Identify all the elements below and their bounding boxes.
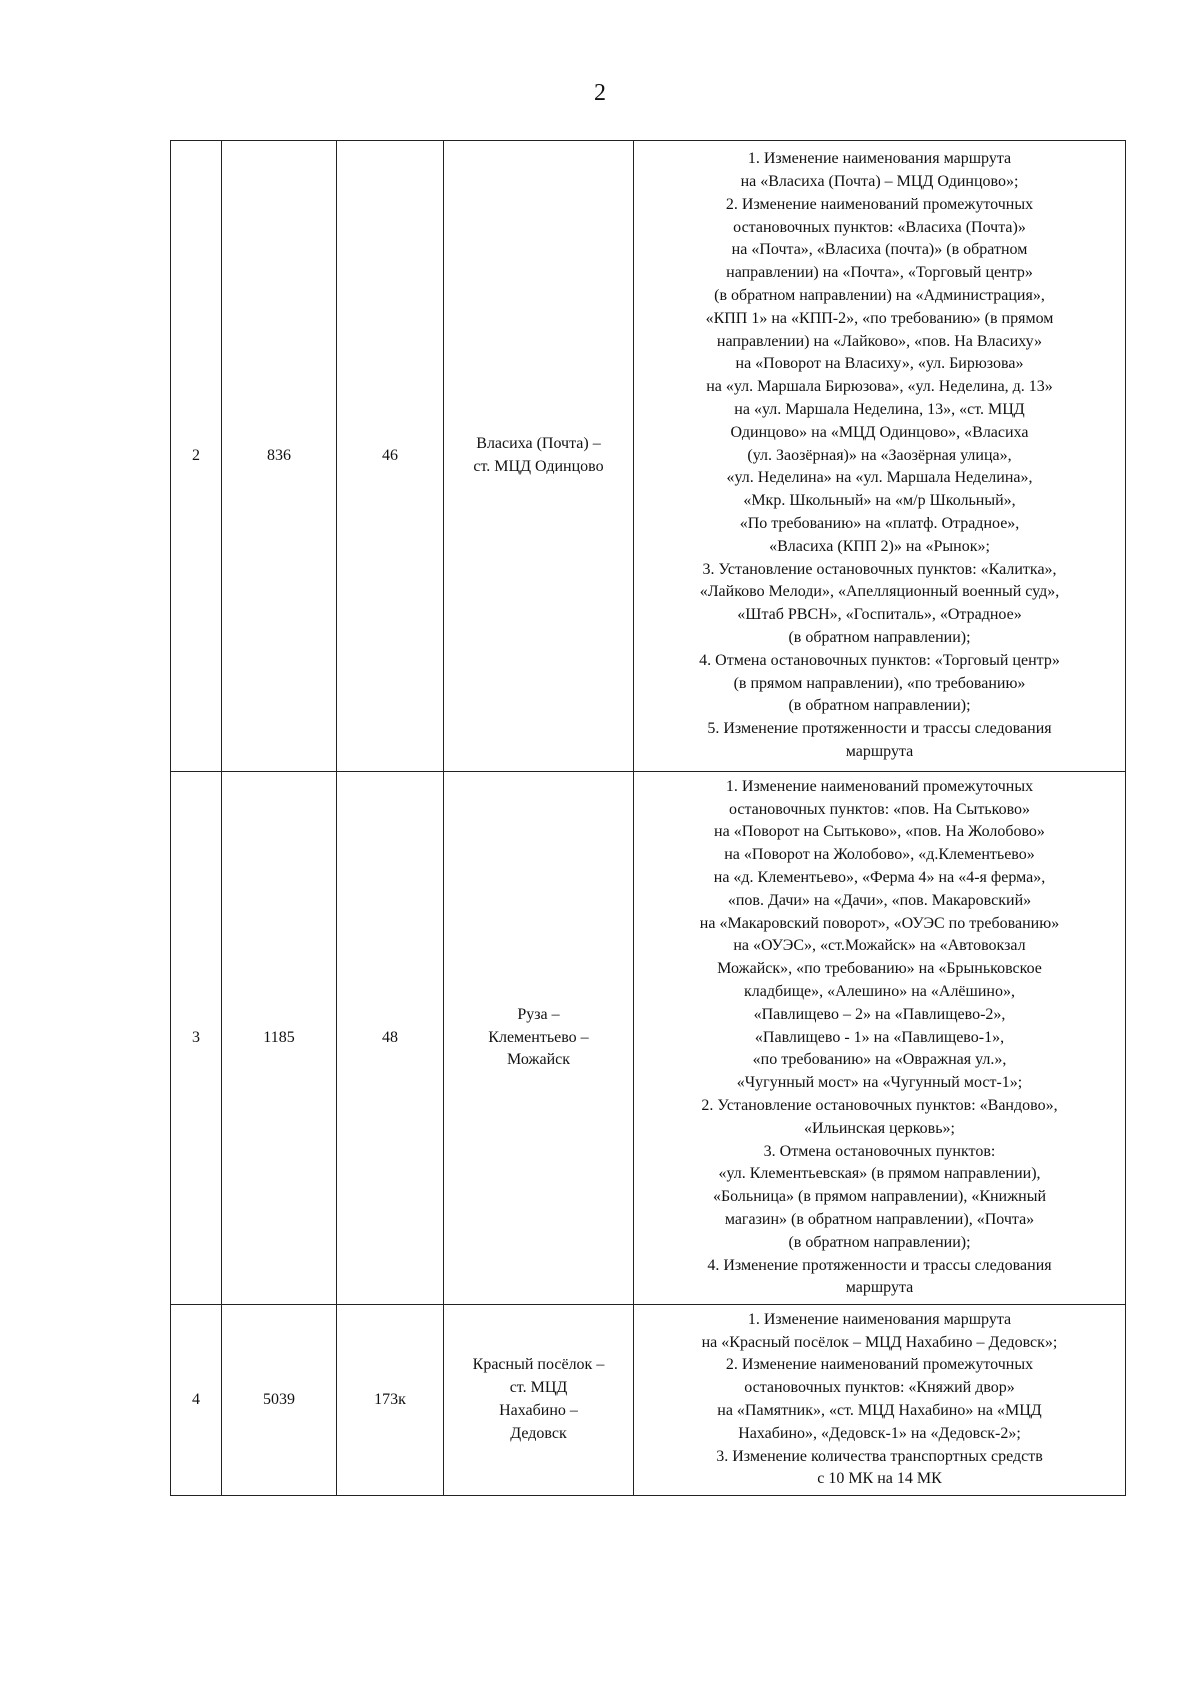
changes-line: Нахабино», «Дедовск-1» на «Дедовск-2»; — [738, 1424, 1021, 1442]
changes-line: Одинцово» на «МЦД Одинцово», «Власиха — [730, 423, 1029, 441]
changes-line: «Больница» (в прямом направлении), «Книжный — [712, 1188, 1047, 1206]
changes-line: 4. Изменение протяженности и трассы следования — [707, 1256, 1052, 1274]
changes-line: «КПП 1» на «КПП-2», «по требованию» (в прямом — [705, 309, 1054, 327]
route-number-cell: 48 — [337, 772, 444, 1305]
registration-number-cell: 1185 — [222, 772, 337, 1305]
routes-table-body — [171, 141, 1126, 1496]
changes-line: на «ОУЭС», «ст.Можайск» на «Автовокзал — [733, 937, 1026, 955]
changes-line: «Павлищево – 2» на «Павлищево-2», — [753, 1005, 1006, 1023]
changes-line: «Власиха (КПП 2)» на «Рынок»; — [769, 537, 990, 555]
route-name-line: Красный посёлок – — [472, 1356, 605, 1374]
route-name-line: ст. МЦД — [509, 1379, 568, 1397]
registration-number-cell: 836 — [222, 141, 337, 772]
route-name-cell — [444, 1305, 634, 1496]
changes-line: 2. Изменение наименований промежуточных — [725, 195, 1034, 213]
changes-line: (в обратном направлении); — [788, 628, 971, 646]
route-name-line: Нахабино – — [499, 1402, 578, 1419]
route-number-cell: 46 — [337, 141, 444, 772]
route-number-cell: 173к — [337, 1305, 444, 1496]
changes-line: «пов. Дачи» на «Дачи», «пов. Макаровский» — [727, 891, 1032, 909]
changes-line: на «Красный посёлок – МЦД Нахабино – Дедовск»; — [701, 1333, 1058, 1351]
changes-line: (ул. Заозёрная)» на «Заозёрная улица», — [747, 446, 1012, 464]
changes-line: на «д. Клементьево», «Ферма 4» на «4-я ферма», — [713, 869, 1046, 887]
route-name-line: Власиха (Почта) – — [476, 435, 601, 453]
changes-line: 2. Установление остановочных пунктов: «Вандово», — [701, 1096, 1058, 1114]
changes-line: «ул. Неделина» на «ул. Маршала Неделина», — [726, 469, 1033, 487]
changes-line: на «ул. Маршала Неделина, 13», «ст. МЦД — [734, 401, 1025, 418]
route-name-cell — [444, 772, 634, 1305]
route-name-line: Можайск — [506, 1051, 571, 1069]
changes-line: на «Макаровский поворот», «ОУЭС по требованию» — [699, 914, 1060, 932]
changes-line: остановочных пунктов: «Власиха (Почта)» — [733, 218, 1026, 236]
changes-cell — [634, 141, 1126, 772]
route-name-line: Руза – — [517, 1005, 560, 1023]
route-name-line: Клементьево – — [488, 1028, 589, 1046]
changes-line: (в обратном направлении) на «Администрация», — [714, 287, 1045, 305]
changes-line: на «Поворот на Сытьково», «пов. На Жолобово» — [714, 823, 1045, 841]
changes-cell — [634, 772, 1126, 1305]
changes-line: 3. Отмена остановочных пунктов: — [763, 1142, 996, 1160]
changes-line: «По требованию» на «платф. Отрадное», — [739, 514, 1020, 532]
changes-line: 1. Изменение наименований промежуточных — [725, 777, 1034, 795]
changes-line: кладбище», «Алешино» на «Алёшино», — [744, 983, 1015, 1000]
route-name-line: ст. МЦД Одинцово — [473, 458, 604, 475]
changes-line: направлении) на «Почта», «Торговый центр» — [726, 264, 1033, 282]
route-name-line: Дедовск — [510, 1424, 567, 1442]
changes-line: на «ул. Маршала Бирюзова», «ул. Неделина, д. 13» — [706, 378, 1053, 396]
changes-cell — [634, 1305, 1126, 1496]
changes-line: на «Власиха (Почта) – МЦД Одинцово»; — [740, 173, 1019, 191]
changes-line: 5. Изменение протяженности и трассы следования — [707, 720, 1052, 738]
changes-line: магазин» (в обратном направлении), «Почта» — [724, 1210, 1035, 1228]
changes-line: направлении) на «Лайково», «пов. На Власиху» — [716, 332, 1043, 350]
table-row — [171, 1305, 1126, 1496]
changes-line: «ул. Клементьевская» (в прямом направлении), — [718, 1165, 1041, 1183]
changes-line: «Чугунный мост» на «Чугунный мост-1»; — [736, 1074, 1023, 1092]
changes-line: на «Памятник», «ст. МЦД Нахабино» на «МЦД — [717, 1402, 1042, 1419]
changes-line: 3. Установление остановочных пунктов: «Калитка», — [702, 560, 1057, 578]
changes-line: «по требованию» на «Овражная ул.», — [752, 1051, 1007, 1069]
changes-line: (в обратном направлении); — [788, 697, 971, 715]
changes-line: маршрута — [845, 1279, 914, 1297]
changes-line: «Штаб РВСН», «Госпиталь», «Отрадное» — [737, 606, 1022, 624]
changes-line: маршрута — [845, 742, 914, 760]
changes-line: «Павлищево - 1» на «Павлищево-1», — [754, 1028, 1005, 1046]
registration-number-cell: 5039 — [222, 1305, 337, 1496]
row-number-cell: 4 — [171, 1305, 222, 1496]
changes-line: остановочных пунктов: «пов. На Сытьково» — [728, 800, 1031, 818]
route-name-cell — [444, 141, 634, 772]
changes-line: (в прямом направлении), «по требованию» — [733, 674, 1026, 692]
changes-line: Можайск», «по требованию» на «Брыньковское — [717, 960, 1042, 978]
table-row — [171, 772, 1126, 1305]
row-number-cell: 3 — [171, 772, 222, 1305]
changes-line: с 10 МК на 14 МК — [817, 1470, 942, 1488]
row-number-cell: 2 — [171, 141, 222, 772]
changes-line: 1. Изменение наименования маршрута — [747, 1310, 1012, 1328]
changes-line: 4. Отмена остановочных пунктов: «Торговый центр» — [699, 651, 1060, 669]
changes-line: «Ильинская церковь»; — [804, 1119, 955, 1137]
routes-table — [170, 140, 1126, 1496]
changes-line: на «Поворот на Власиху», «ул. Бирюзова» — [735, 355, 1024, 373]
changes-line: 1. Изменение наименования маршрута — [747, 150, 1012, 168]
changes-line: (в обратном направлении); — [788, 1233, 971, 1251]
changes-line: 2. Изменение наименований промежуточных — [725, 1356, 1034, 1374]
changes-line: «Лайково Мелоди», «Апелляционный военный суд», — [699, 583, 1060, 601]
changes-line: остановочных пунктов: «Княжий двор» — [744, 1379, 1015, 1397]
table-row — [171, 141, 1126, 772]
page-number: 2 — [594, 80, 606, 106]
changes-line: 3. Изменение количества транспортных средств — [716, 1447, 1043, 1465]
changes-line: на «Почта», «Власиха (почта)» (в обратном — [731, 241, 1028, 259]
changes-line: на «Поворот на Жолобово», «д.Клементьево» — [724, 846, 1035, 864]
changes-line: «Мкр. Школьный» на «м/р Школьный», — [743, 492, 1016, 510]
